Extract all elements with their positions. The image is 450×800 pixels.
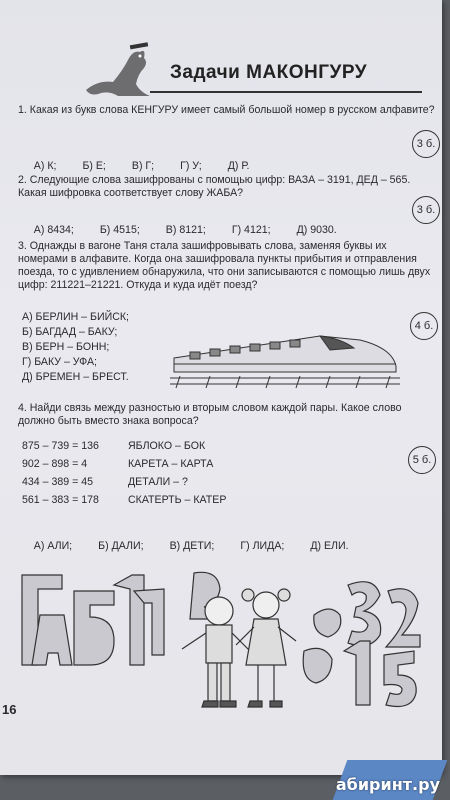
page-title: Задачи МАКОНГУРУ (170, 62, 368, 83)
question-3-text: 3. Однажды в вагоне Таня стала зашифровывать слова, заменяя буквы их номерами в алфавите. Когда она зашифровала пункты прибытия и отправления поезда, то с удивлением обнаружила, что они записываются с помощью лишь двух цифр: 211221–21221. Откуда и куда идёт поезд? (18, 240, 431, 291)
page-number: 16 (2, 702, 17, 717)
word-pair: КАРЕТА – КАРТА (128, 458, 214, 470)
option: Д) 9030. (296, 224, 337, 236)
equation-row (22, 458, 213, 470)
watermark: абиринт.ру (335, 775, 440, 794)
title-underline (150, 91, 422, 93)
option: Б) 4515; (99, 224, 140, 236)
option: Г) ЛИДА; (240, 540, 285, 552)
option: А) 8434; (33, 224, 74, 236)
option: Г) У; (180, 160, 202, 172)
difference: 561 – 383 = 178 (22, 494, 99, 506)
train-illustration (170, 318, 400, 390)
option: Д) Р. (227, 160, 250, 172)
option: В) ДЕТИ; (169, 540, 215, 552)
question-3-options (22, 310, 129, 385)
option: Г) 4121; (231, 224, 271, 236)
points-badge-3: 4 б. (410, 312, 438, 340)
question-1-text: 1. Какая из букв слова КЕНГУРУ имеет самый большой номер в русском алфавите? (18, 104, 435, 116)
option: Г) БАКУ – УФА; (22, 356, 97, 368)
option: В) 8121; (165, 224, 206, 236)
option: А) К; (33, 160, 57, 172)
difference: 902 – 898 = 4 (22, 458, 88, 470)
difference: 434 – 389 = 45 (22, 476, 93, 488)
points-badge-4: 5 б. (408, 446, 436, 474)
option: Б) Е; (82, 160, 106, 172)
question-4-text: 4. Найди связь между разностью и вторым словом каждой пары. Какое слово должно быть вместо знака вопроса? (18, 402, 402, 427)
difference: 875 – 739 = 136 (22, 440, 99, 452)
points-badge-2: 3 б. (412, 196, 440, 224)
option: Б) БАГДАД – БАКУ; (22, 326, 118, 338)
option: А) АЛИ; (33, 540, 73, 552)
equation-row (22, 476, 188, 488)
word-pair: СКАТЕРТЬ – КАТЕР (128, 494, 227, 506)
word-pair: ДЕТАЛИ – ? (128, 476, 188, 488)
option: А) БЕРЛИН – БИЙСК; (22, 311, 129, 323)
equation-row (22, 494, 226, 506)
equation-row (22, 440, 205, 452)
option: Б) ДАЛИ; (98, 540, 144, 552)
option: Д) БРЕМЕН – БРЕСТ. (22, 371, 129, 383)
points-badge-1: 3 б. (412, 130, 440, 158)
option: В) Г; (131, 160, 155, 172)
question-2-text: 2. Следующие слова зашифрованы с помощью цифр: ВАЗА – 3191, ДЕД – 565. Какая шифровка соответствует слову ЖАБА? (18, 174, 411, 199)
word-pair: ЯБЛОКО – БОК (128, 440, 206, 452)
letters-numbers-kids-illustration (14, 555, 434, 725)
option: Д) ЕЛИ. (310, 540, 349, 552)
option: В) БЕРН – БОНН; (22, 341, 110, 353)
